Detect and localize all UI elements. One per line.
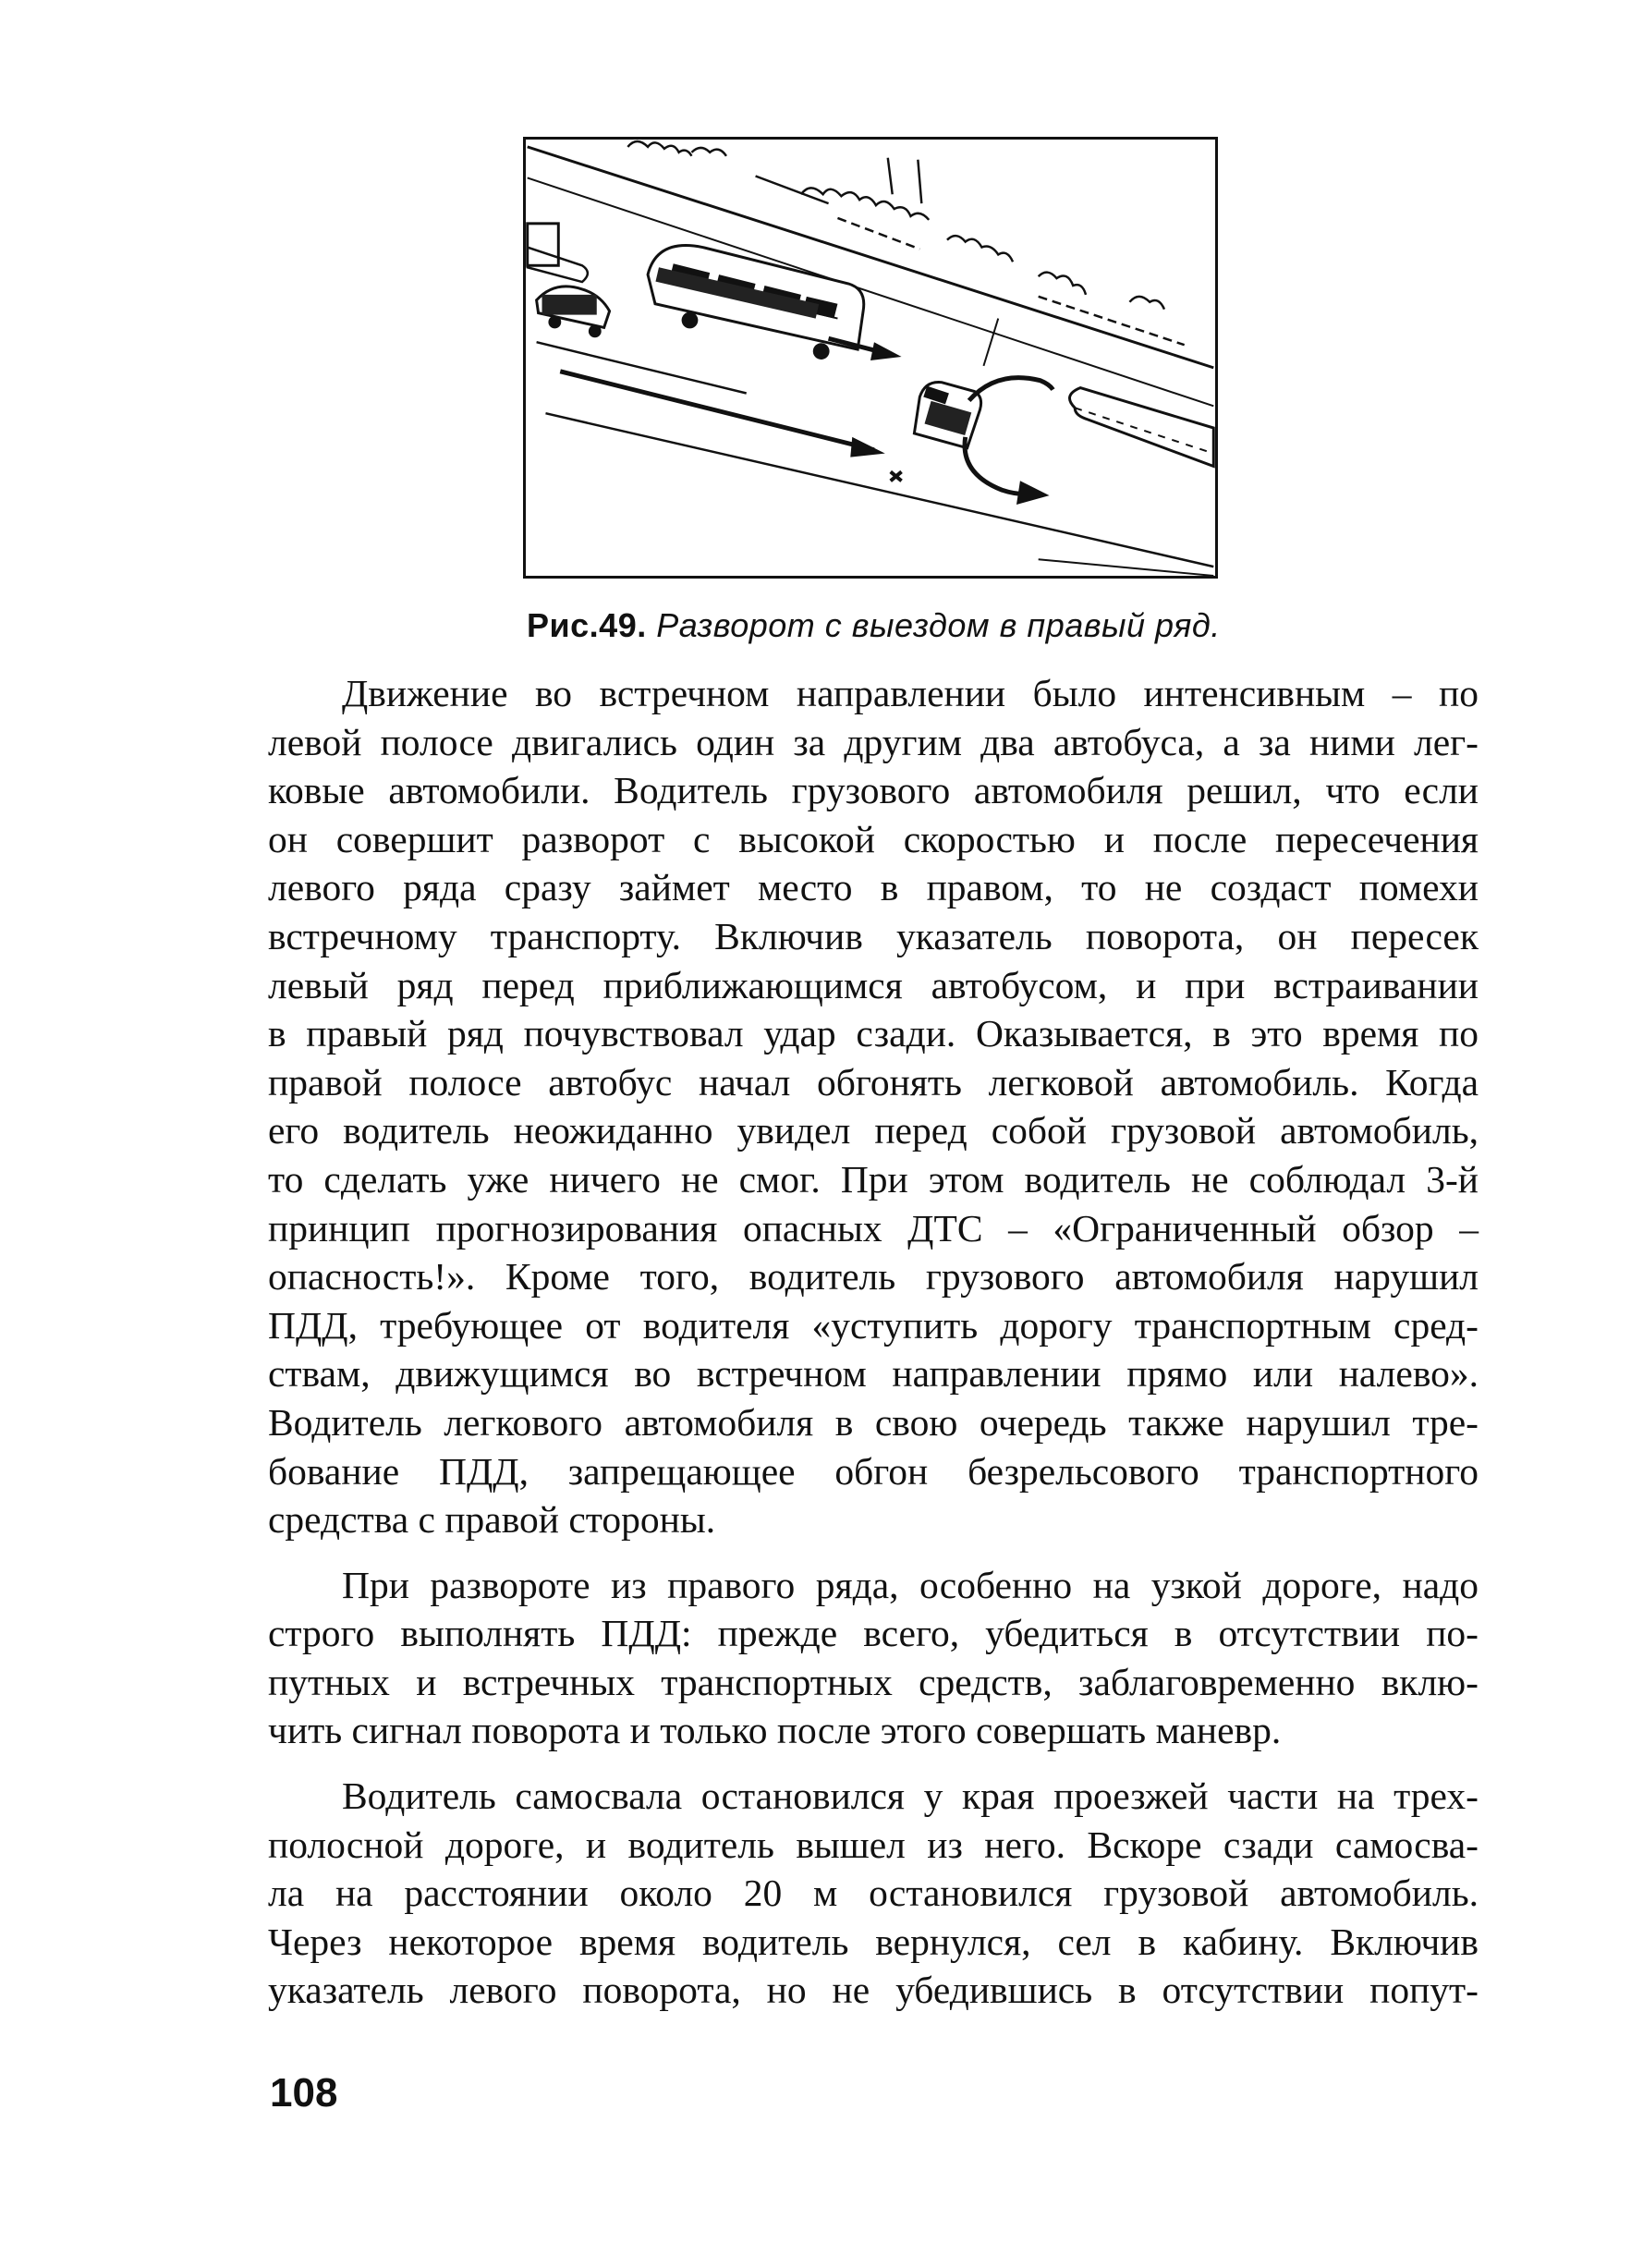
text-line: ПДД, требующее от водителя «уступить дорогу транспортным сред- bbox=[268, 1303, 1479, 1347]
text-line: левого ряда сразу займет место в правом, то не создаст помехи bbox=[268, 866, 1479, 909]
text-line: он совершит разворот с высокой скоростью и после пересечения bbox=[268, 817, 1479, 860]
bus-icon bbox=[648, 246, 864, 360]
text-line: Через некоторое время водитель вернулся, сел в кабину. Включив bbox=[268, 1920, 1479, 1963]
text-line: При развороте из правого ряда, особенно на узкой дороге, надо bbox=[342, 1563, 1479, 1606]
text-line: чить сигнал поворота и только после этого совершать маневр. bbox=[268, 1709, 1282, 1752]
median-right-hatch bbox=[1075, 408, 1213, 453]
paragraph-gap bbox=[268, 1755, 1479, 1772]
text-line: левой полосе двигались один за другим два автобуса, а за ними лег- bbox=[268, 720, 1479, 763]
text-line: правой полосе автобус начал обгонять легковой автомобиль. Когда bbox=[268, 1060, 1479, 1104]
road-scene-illustration bbox=[526, 140, 1215, 576]
road-curb-top bbox=[528, 177, 1214, 406]
figure-49-illustration bbox=[523, 137, 1218, 579]
text-line: полосной дороге, и водитель вышел из него. Вскоре сзади самосва- bbox=[268, 1823, 1479, 1866]
bus-left-icon bbox=[528, 224, 559, 265]
text-line: в правый ряд почувствовал удар сзади. Оказывается, в это время по bbox=[268, 1012, 1479, 1055]
road-edge-bottom bbox=[545, 413, 1213, 567]
figure-caption-text: Разворот с выездом в правый ряд. bbox=[656, 606, 1221, 644]
truck-icon bbox=[914, 319, 998, 448]
text-line: Водитель самосвала остановился у края проезжей части на трех- bbox=[342, 1774, 1479, 1818]
paragraph-1 bbox=[268, 669, 1479, 1544]
paragraph-2 bbox=[268, 1561, 1479, 1755]
road-edge-top bbox=[528, 147, 1214, 368]
text-line: левый ряд перед приближающимся автобусом, и при встраивании bbox=[268, 963, 1479, 1006]
text-line: средства с правой стороны. bbox=[268, 1498, 716, 1542]
arrow-bus-icon bbox=[829, 338, 902, 360]
text-line: ла на расстоянии около 20 м остановился грузовой автомобиль. bbox=[268, 1872, 1479, 1915]
text-line: то сделать уже ничего не смог. При этом водитель не соблюдал 3-й bbox=[268, 1157, 1479, 1201]
text-line: бование ПДД, запрещающее обгон безрельсового транспортного bbox=[268, 1449, 1479, 1493]
text-line: ковые автомобили. Водитель грузового автомобиля решил, что если bbox=[268, 769, 1479, 812]
page-number: 108 bbox=[270, 2070, 338, 2116]
figure-label: Рис.49. bbox=[527, 606, 647, 644]
paragraph-3 bbox=[268, 1772, 1479, 2015]
lane-line bbox=[537, 342, 747, 393]
text-line: путных и встречных транспортных средств, заблаговременно вклю- bbox=[268, 1660, 1479, 1703]
text-line: встречному транспорту. Включив указатель поворота, он пересек bbox=[268, 914, 1479, 957]
text-line: строго выполнять ПДД: прежде всего, убедиться в отсутствии по- bbox=[268, 1612, 1479, 1655]
figure-caption bbox=[527, 606, 1229, 645]
body-text bbox=[268, 669, 1479, 2015]
text-line: принцип прогнозирования опасных ДТС – «Ограниченный обзор – bbox=[268, 1206, 1479, 1250]
text-line: его водитель неожиданно увидел перед собой грузовой автомобиль, bbox=[268, 1109, 1479, 1152]
paragraph-gap bbox=[268, 1544, 1479, 1561]
car-icon bbox=[537, 287, 610, 337]
arrow-car-icon bbox=[560, 372, 885, 457]
text-line: Водитель легкового автомобиля в свою очередь также нарушил тре- bbox=[268, 1400, 1479, 1444]
text-line: Движение во встречном направлении было интенсивным – по bbox=[342, 672, 1479, 714]
collision-mark-icon bbox=[891, 471, 902, 481]
road-edge-bottom-2 bbox=[1039, 559, 1214, 576]
text-line: указатель левого поворота, но не убедившись в отсутствии попут- bbox=[268, 1969, 1479, 2012]
text-line: опасность!». Кроме того, водитель грузового автомобиля нарушил bbox=[268, 1255, 1479, 1299]
text-line: ствам, движущимся во встречном направлении прямо или налево». bbox=[268, 1352, 1479, 1396]
